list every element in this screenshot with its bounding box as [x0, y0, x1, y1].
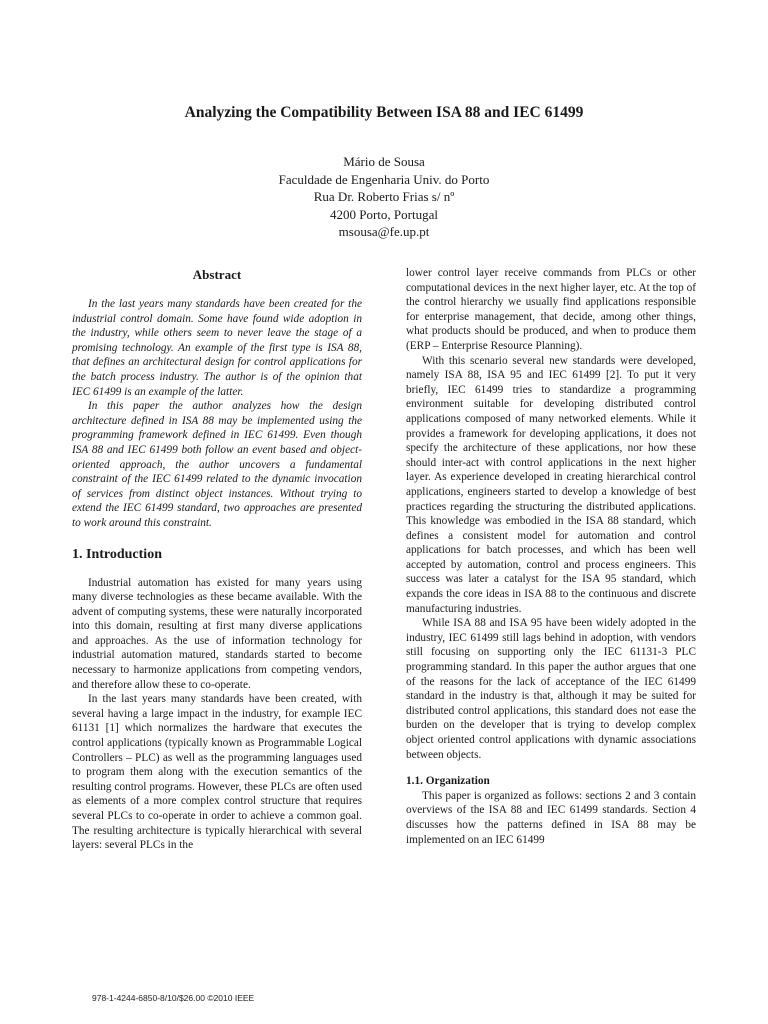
introduction-paragraph-2: In the last years many standards have been created, with several having a large impact in the industry, for example IEC 61131 [1] which normalizes the hardware that executes the control applications (typically known as Programmable Logical Controllers – PLC) as well as the programming languages used to program them along with the execution semantics of the resulting control programs. However, these PLCs are often used as elements of a more complex control structure that requires several PLCs to co-operate in order to achieve a common goal. The resulting architecture is typically hierarchical with several layers: several PLCs in the	[72, 693, 362, 852]
abstract-section	[72, 266, 362, 531]
left-column	[72, 266, 362, 853]
introduction-paragraph-5: While ISA 88 and ISA 95 have been widely adopted in the industry, IEC 61499 still lags behind in adoption, with vendors still focusing on supporting only the IEC 61131-3 PLC programming standard. In this paper the author argues that one of the reasons for the lack of acceptance of the IEC 61499 standard in the industry is that, although it may be suited for distributed control applications, this standard does not ease the burden on the developer that is trying to develop complex object oriented control applications with dynamic associations between objects.	[406, 617, 696, 761]
right-column	[406, 266, 696, 847]
organization-paragraph-1: This paper is organized as follows: sections 2 and 3 contain overviews of the ISA 88 and IEC 61499 standards. Section 4 discusses how the patterns defined in ISA 88 may be implemented on an IEC 61499	[406, 789, 696, 846]
author-address-line2: 4200 Porto, Portugal	[330, 206, 438, 222]
abstract-paragraph-2: In this paper the author analyzes how the design architecture defined in ISA 88 may be implemented using the programming framework defined in IEC 61499. Even though ISA 88 and IEC 61499 both follow an event based and object-oriented approach, the author uncovers a fundamental constraint of the IEC 61499 related to the dynamic invocation of services from distinct object instances. Without trying to extend the IEC 61499 standard, two approaches are presented to work around this constraint.	[72, 400, 362, 529]
abstract-heading: Abstract	[192, 267, 242, 282]
introduction-paragraph-3: lower control layer receive commands from PLCs or other computational devices in the next higher layer, etc. At the top of the control hierarchy we usually find applications responsible for enterprise management, that decide, among other things, what products should be produced, and when to produce them (ERP – Enterprise Resource Planning).	[406, 267, 696, 352]
abstract-paragraph-1: In the last years many standards have been created for the industrial control domain. Some have found wide adoption in the industry, while others seem to never leave the stage of a promising technology. An example of the first type is ISA 88, that defines an architectural design for control applications for the batch process industry. The author is of the opinion that IEC 61499 is an example of the latter.	[72, 298, 362, 398]
author-email: msousa@fe.up.pt	[338, 224, 430, 239]
organization-heading: 1.1. Organization	[406, 775, 490, 788]
introduction-paragraph-4: With this scenario several new standards were developed, namely ISA 88, ISA 95 and IEC 61499 [2]. To put it very briefly, IEC 61499 tries to standardize a programming environment suitable for developing distributed control applications composed of many networked elements. While it provides a framework for developing applications, it does not specify the architecture of these applications, nor how these should inter-act with control applications in the next higher layer. As experience developed in creating hierarchical control applications, engineers started to develop a knowledge of best practices regarding the structuring the distributed applications. This knowledge was embodied in the ISA 88 standard, which defines a consistent model for automation and control applications for batch processes, and which has been well accepted by automation, control and process engineers. This success was later a catalyst for the ISA 95 standard, which expands the core ideas in ISA 88 to the continuous and discrete manufacturing industries.	[406, 354, 696, 615]
introduction-heading: 1. Introduction	[72, 546, 162, 562]
author-affiliation: Faculdade de Engenharia Univ. do Porto	[278, 171, 490, 187]
author-name: Mário de Sousa	[343, 154, 425, 169]
paper-title: Analyzing the Compatibility Between ISA 88 and IEC 61499	[184, 104, 584, 121]
introduction-paragraph-1: Industrial automation has existed for many years using many diverse technologies as these became available. With the advent of computing systems, these were naturally incorporated into this domain, resulting at first many diverse applications and approaches. As the use of information technology for industrial automation matured, standards started to become necessary to harmonize applications from competing vendors, and therefore allow these to co-operate.	[72, 576, 362, 691]
copyright-footer: 978-1-4244-6850-8/10/$26.00 ©2010 IEEE	[92, 993, 255, 1003]
author-address-line1: Rua Dr. Roberto Frias s/ nº	[313, 189, 455, 204]
author-block	[0, 153, 768, 241]
